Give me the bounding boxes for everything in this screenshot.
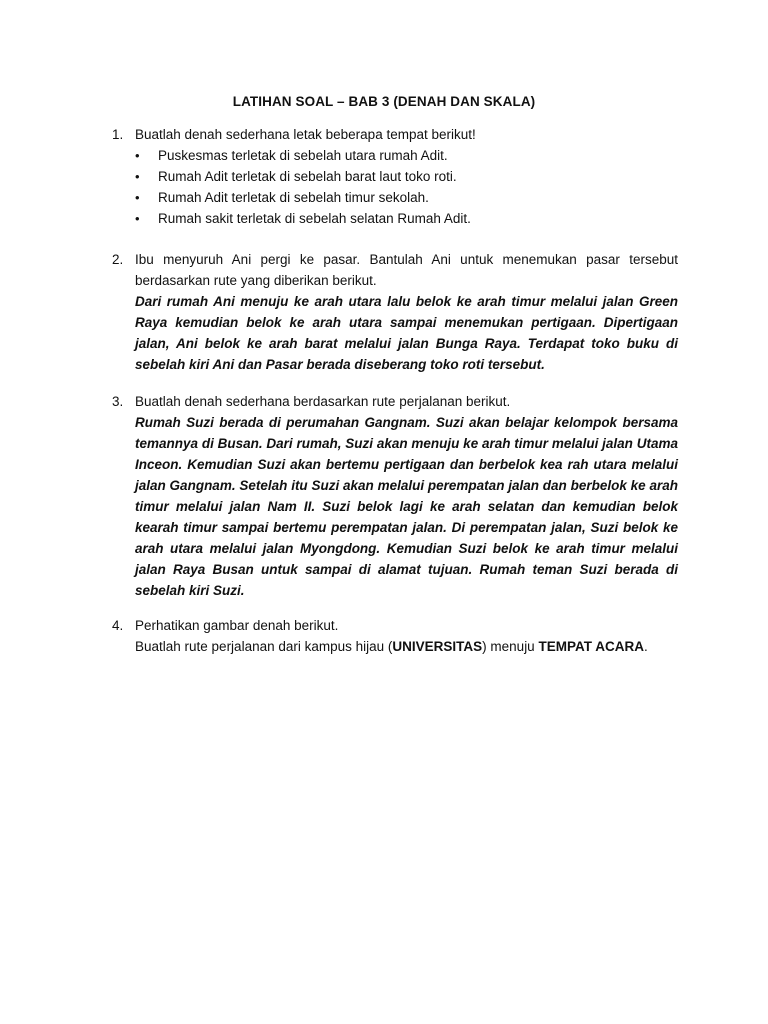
- question-prompt: Ibu menyuruh Ani pergi ke pasar. Bantulah Ani untuk menemukan pasar tersebut berdasarkan rute yang diberikan berikut.: [135, 252, 678, 288]
- question-3: [112, 391, 678, 601]
- question-number: 1.: [112, 127, 124, 142]
- question-instruction: [135, 636, 678, 657]
- list-item-text: Rumah sakit terletak di sebelah selatan Rumah Adit.: [158, 211, 471, 226]
- question-prompt: Buatlah denah sederhana berdasarkan rute perjalanan berikut.: [135, 394, 511, 409]
- question-number: 4.: [112, 618, 124, 633]
- question-number: 2.: [112, 252, 124, 267]
- destination-label: TEMPAT ACARA: [538, 639, 644, 654]
- list-item: [135, 208, 678, 229]
- bullet-icon: •: [135, 169, 140, 184]
- question-prompt: Buatlah denah sederhana letak beberapa tempat berikut!: [135, 127, 476, 142]
- question-number: 3.: [112, 394, 124, 409]
- question-1: [112, 124, 678, 229]
- document-title: LATIHAN SOAL – BAB 3 (DENAH DAN SKALA): [232, 94, 536, 109]
- instruction-text: ) menuju: [482, 639, 539, 654]
- route-description: Dari rumah Ani menuju ke arah utara lalu belok ke arah timur melalui jalan Green Raya kemudian belok ke arah utara sampai menemukan pertigaan. Dipertigaan jalan, Ani belok ke arah barat melalui jalan Bunga Raya. Terdapat toko buku di sebelah kiri Ani dan Pasar berada diseberang toko roti tersebut.: [135, 294, 678, 372]
- list-item-text: Rumah Adit terletak di sebelah barat laut toko roti.: [158, 169, 457, 184]
- list-item-text: Rumah Adit terletak di sebelah timur sekolah.: [158, 190, 429, 205]
- list-item: [135, 187, 678, 208]
- route-description: Rumah Suzi berada di perumahan Gangnam. Suzi akan belajar kelompok bersama temannya di Busan. Dari rumah, Suzi akan menuju ke arah timur melalui jalan Utama Inceon. Kemudian Suzi akan bertemu pertigaan dan berbelok kea rah utara melalui jalan Gangnam. Setelah itu Suzi akan melalui perempatan jalan dan berbelok ke arah timur melalui jalan Nam II. Suzi belok lagi ke arah selatan dan kemudian belok kearah timur sampai bertemu perempatan jalan. Di perempatan jalan, Suzi belok ke arah utara melalui jalan Myongdong. Kemudian Suzi belok ke arah timur melalui jalan Raya Busan untuk sampai di alamat tujuan. Rumah teman Suzi berada di sebelah kiri Suzi.: [135, 415, 678, 598]
- question-prompt: Perhatikan gambar denah berikut.: [135, 618, 339, 633]
- question-2: [112, 249, 678, 375]
- instruction-text: Buatlah rute perjalanan dari kampus hijau (: [135, 639, 393, 654]
- list-item: [135, 145, 678, 166]
- bullet-icon: •: [135, 211, 140, 226]
- bullet-icon: •: [135, 190, 140, 205]
- list-item: [135, 166, 678, 187]
- bullet-icon: •: [135, 148, 140, 163]
- list-item-text: Puskesmas terletak di sebelah utara rumah Adit.: [158, 148, 448, 163]
- question-4: [112, 615, 678, 657]
- origin-label: UNIVERSITAS: [392, 639, 483, 654]
- bullet-list: [135, 145, 678, 229]
- instruction-text: .: [643, 639, 648, 654]
